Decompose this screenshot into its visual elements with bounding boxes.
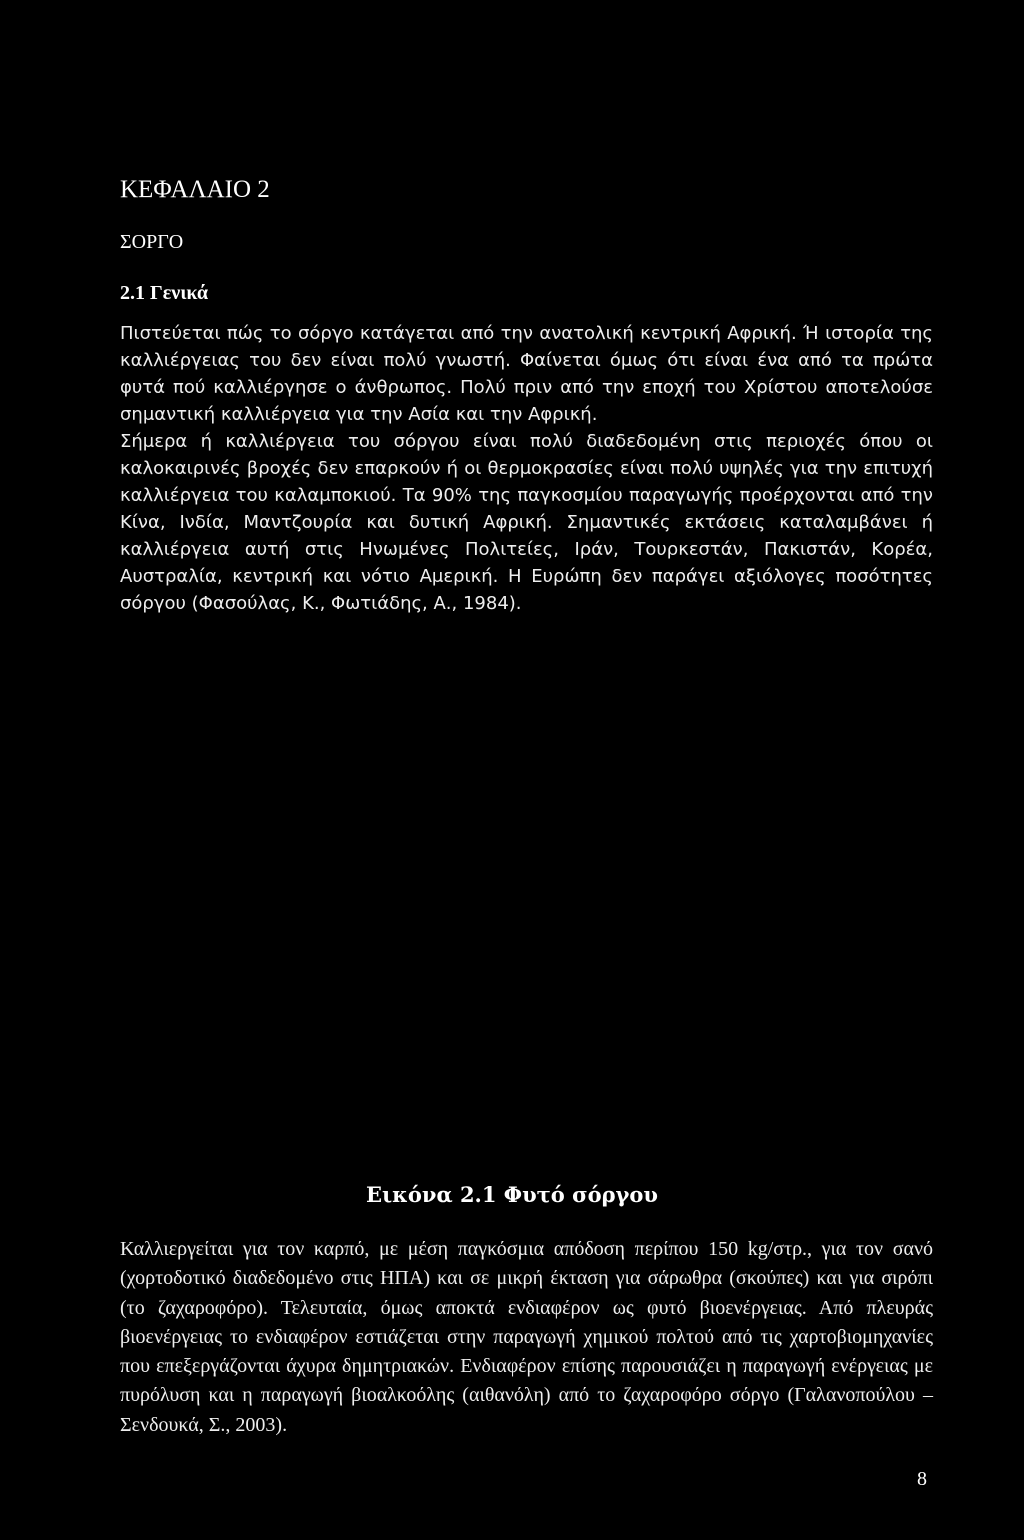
chapter-heading: ΚΕΦΑΛΑΙΟ 2 — [120, 176, 270, 203]
paragraph-history-part2: Σήμερα ή καλλιέργεια του σόργου είναι πολύ διαδεδομένη στις περιοχές όπου οι καλοκαιρινές βροχές δεν επαρκούν ή οι θερμοκρασίες είναι πολύ υψηλές για την επιτυχή καλλιέργεια του καλαμποκιού. Τα 90% της παγκοσμίου παραγωγής προέρχονται από την Κίνα, Ινδία, Μαντζουρία και δυτική Αφρική. Σημαντικές εκτάσεις καταλαμβάνει ή καλλιέργεια αυτή στις Ηνωμένες Πολιτείες, Ιράν, Τουρκεστάν, Πακιστάν, Κορέα, Αυστραλία, κεντρική και νότιο Αμερική. Η Ευρώπη δεν παράγει αξιόλογες ποσότητες σόργου (Φασούλας, Κ., Φωτιάδης, Α., 1984). — [120, 431, 933, 614]
paragraph-history — [120, 320, 933, 617]
page-number: 8 — [917, 1468, 927, 1490]
figure-image-area — [120, 630, 933, 1170]
chapter-title: ΣΟΡΓΟ — [120, 231, 184, 253]
paragraph-uses: Καλλιεργείται για τον καρπό, με μέση παγκόσμια απόδοση περίπου 150 kg/στρ., για τον σανό (χορτοδοτικό διαδεδομένο στις ΗΠΑ) και σε μικρή έκταση για σάρωθρα (σκούπες) και για σιρόπι (το ζαχαροφόρο). Τελευταία, όμως αποκτά ενδιαφέρον ως φυτό βιοενέργειας. Από πλευράς βιοενέργειας το ενδιαφέρον εστιάζεται στην παραγωγή χημικού πολτού από τις χαρτοβιομηχανίες που επεξεργάζονται άχυρα δημητριακών. Ενδιαφέρον επίσης παρουσιάζει η παραγωγή ενέργειας με πυρόλυση και η παραγωγή βιοαλκοόλης (αιθανόλη) από το ζαχαροφόρο σόργο (Γαλανοπούλου – Σενδουκά, Σ., 2003). — [120, 1238, 933, 1436]
paragraph-history-part1: Πιστεύεται πώς το σόργο κατάγεται από την ανατολική κεντρική Αφρική. Ή ιστορία της καλλιέργειας του δεν είναι πολύ γνωστή. Φαίνεται όμως ότι είναι ένα από τα πρώτα φυτά πού καλλιέργησε ο άνθρωπος. Πολύ πριν από την εποχή του Χρίστου αποτελούσε σημαντική καλλιέργεια για την Ασία και την Αφρική. — [120, 323, 933, 425]
section-heading: 2.1 Γενικά — [120, 282, 209, 304]
figure-caption: Εικόνα 2.1 Φυτό σόργου — [365, 1182, 658, 1207]
